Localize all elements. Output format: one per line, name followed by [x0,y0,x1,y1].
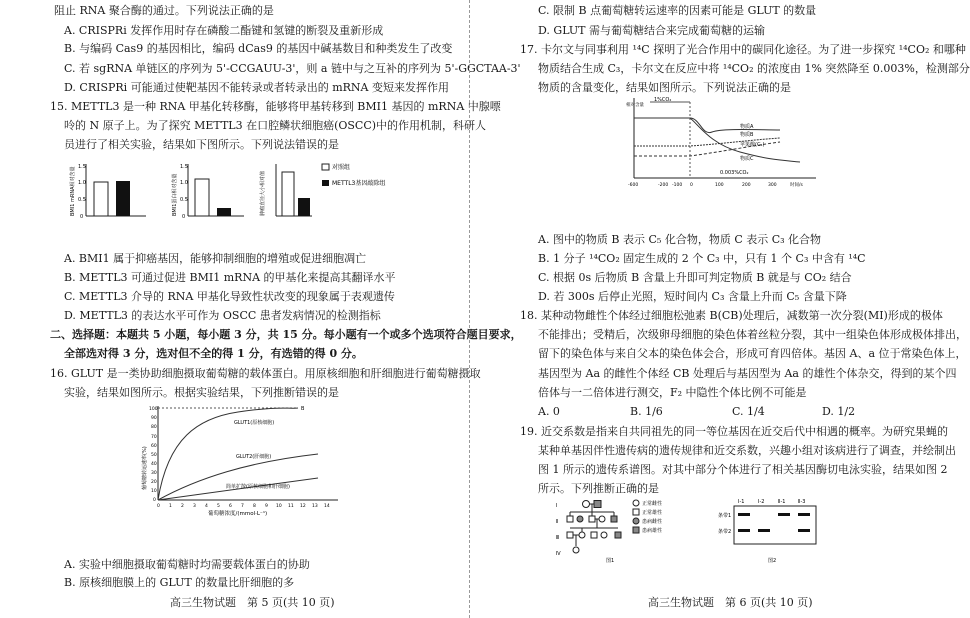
svg-text:11: 11 [288,504,294,509]
bar-knockout [217,208,231,216]
svg-text:Ⅰ: Ⅰ [556,503,558,509]
bar-chart-mrna [69,164,146,220]
q18-option-a: A. 0 [538,405,560,418]
svg-text:0: 0 [157,504,160,509]
svg-text:12: 12 [300,504,306,509]
svg-text:20: 20 [151,480,157,485]
q16-option-d: D. GLUT 需与葡萄糖结合来完成葡萄糖的运输 [538,24,766,37]
label-0003pct: 0.003%CO₂ [720,170,749,176]
text-line: 物质结合生成 C₃，卡尔文在反应中将 ¹⁴CO₂ 的浓度由 1% 突然降至 0.003%，检测部分 [538,62,970,75]
curve-glut2 [158,454,318,500]
question-15: 15. METTL3 是一种 RNA 甲基化转移酶，能够将甲基转移到 BMI1 基因的 mRNA 中腺嘌 [50,100,501,113]
tick: 0.5 [180,197,188,203]
svg-text:9: 9 [265,504,268,509]
bar-knockout [116,181,130,216]
option-c: C. 若 sgRNA 单链区的序列为 5'-CCGAUU-3'，则 a 链中与之互补的序列为 5'-GGCTAA-3' [64,62,521,75]
q15-bar-charts [64,158,394,224]
text-line: 员进行了相关实验，结果如下图所示。下列说法错误的是 [64,138,339,151]
text-line: 呤的 N 原子上。为了探究 METTL3 在口腔鳞状细胞癌(OSCC)中的作用机制，科研人 [64,119,487,132]
ylabel: 葡萄糖转运速率(%) [142,446,148,490]
q15-option-a: A. BMI1 属于抑癌基因，能够抑制细胞的增殖或促进细胞凋亡 [64,252,367,265]
left-column [20,0,522,618]
svg-text:100: 100 [149,407,158,412]
tick: 0 [80,214,84,220]
q18-option-c: C. 1/4 [732,405,765,418]
svg-text:13: 13 [312,504,318,509]
point-b: B [301,406,305,412]
text-line: 不能排出；受精后，次级卵母细胞的染色体着丝粒分裂，其中一组染色体形成极体排出， [538,328,967,341]
ylabel: 相对含量 [626,103,644,108]
legend-affected-female: 患病雌性 [642,519,663,525]
tick: 0 [182,214,186,220]
svg-text:Ⅱ: Ⅱ [556,519,559,525]
bar-chart-tumor [259,164,312,216]
text-line: 倍体与一二倍体进行测交，F₂ 中隐性个体比例不可能是 [538,386,807,399]
band-1-label: 条带1 [718,513,732,519]
svg-text:Ⅳ: Ⅳ [556,551,561,557]
svg-text:5: 5 [217,504,220,509]
pedigree-figure-1 [556,498,676,564]
xlabel: 葡萄糖浓度/(mmol·L⁻¹) [208,511,268,517]
fig1-caption: 图1 [606,558,615,564]
text-line: 阻止 RNA 聚合酶的通过。下列说法正确的是 [54,4,274,17]
text-line: 基因型为 Aa 的雌性个体经 CB 处理后与基因型为 Aa 的雄性个体杂交，得到的某个四 [538,367,957,380]
svg-text:Ⅲ: Ⅲ [556,535,560,541]
svg-text:2: 2 [181,504,184,509]
svg-text:300: 300 [768,183,777,188]
question-19: 19. 近交系数是指来自共同祖先的同一等位基因在近交后代中相遇的概率。为研究果蝇的 [520,425,948,438]
question-16: 16. GLUT 是一类协助细胞摄取葡萄糖的载体蛋白。用原核细胞和肝细胞进行葡萄糖摄取 [50,367,481,380]
page-footer-right: 高三生物试题 第 6 页(共 10 页) [648,596,813,609]
svg-text:60: 60 [151,444,157,449]
svg-text:Ⅱ-3: Ⅱ-3 [798,499,806,505]
svg-text:4: 4 [205,504,208,509]
svg-text:-100: -100 [672,183,683,188]
text-line: 图 1 所示的遗传系谱图。对其中部分个体进行了相关基因酶切电泳实验，结果如图 2 [538,463,948,476]
q17-line-chart [620,96,820,192]
ylabel: BMI1 mRNA相对含量 [70,166,76,216]
svg-text:200: 200 [742,183,751,188]
option-a: A. CRISPRi 发挥作用时存在磷酸二酯键和氢键的断裂及重新形成 [64,24,384,37]
svg-text:8: 8 [253,504,256,509]
text-line: 留下的染色体与来自父本的染色体会合，形成可育四倍体。基因 A、a 位于常染色体上， [538,347,967,360]
svg-text:40: 40 [151,462,157,467]
text-line: 物质的含量变化，结果如图所示。下列说法正确的是 [538,81,791,94]
ylabel: BMI1蛋白相对含量 [172,173,178,216]
q17-option-d: D. 若 300s 后停止光照，短时间内 C₃ 含量上升而 C₅ 含量下降 [538,290,847,303]
svg-text:0: 0 [153,498,156,503]
svg-text:14: 14 [324,504,330,509]
tick: 1.5 [180,164,188,170]
bar-control [282,172,294,216]
q17-option-c: C. 根据 0s 后物质 B 含量上升即可判定物质 B 就是与 CO₂ 结合 [538,271,852,284]
tick: 1.5 [78,164,86,170]
q16-option-c: C. 限制 B 点葡萄糖转运速率的因素可能是 GLUT 的数量 [538,4,817,17]
q15-option-b: B. METTL3 可通过促进 BMI1 mRNA 的甲基化来提高其翻译水平 [64,271,396,284]
svg-text:Ⅰ-1: Ⅰ-1 [738,499,745,505]
generation-labels [556,503,561,557]
label-glut1: GLUT1(原核细胞) [234,420,275,426]
line-a [634,118,780,133]
y-ticks [149,406,158,503]
legend-a: 物质A [740,124,754,130]
label-diffusion: 简单扩散(原核细胞和肝细胞) [226,484,290,490]
x-ticks [628,181,804,188]
svg-text:10: 10 [276,504,282,509]
section-heading: 二、选择题：本题共 5 小题，每小题 3 分，共 15 分。每小题有一个或多个选项符合题目要求， [50,328,522,341]
q16-option-a: A. 实验中细胞摄取葡萄糖时均需要载体蛋白的协助 [64,558,310,571]
bar-chart-protein [171,164,244,220]
svg-text:-600: -600 [628,183,639,188]
q17-option-b: B. 1 分子 ¹⁴CO₂ 固定生成的 2 个 C₃ 中，只有 1 个 C₃ 中含有 ¹⁴C [538,252,866,265]
legend-malate: 苹果酸(C₄) [740,142,765,148]
tick: 1.0 [180,180,188,186]
fig2-caption: 图2 [768,558,777,564]
text-line: 实验，结果如图所示。根据实验结果，下列推断错误的是 [64,386,339,399]
question-18: 18. 某种动物雌性个体经过细胞松弛素 B(CB)处理后，减数第一次分裂(MⅠ)形成的极体 [520,309,943,322]
q15-option-c: C. METTL3 介导的 RNA 甲基化导致性状改变的现象属于表观遗传 [64,290,395,303]
legend-control: 对照组 [332,164,351,171]
svg-text:100: 100 [715,183,724,188]
q18-option-b: B. 1/6 [630,405,663,418]
legend-c: 物质C [740,156,754,162]
tick: 0.5 [78,197,86,203]
svg-text:时间/s: 时间/s [790,183,803,188]
line-c [634,118,800,162]
svg-text:50: 50 [151,453,157,458]
option-d: D. CRISPRi 可能通过使靶基因不能转录或者转录出的 mRNA 变短来发挥作用 [64,81,449,94]
question-17: 17. 卡尔文与同事利用 ¹⁴C 探明了光合作用中的碳同化途径。为了进一步探究 ¹⁴CO₂ 和哪种 [520,43,966,56]
legend-b: 物质B [740,132,754,138]
q16-curve-chart [138,398,358,518]
svg-text:10: 10 [151,489,157,494]
legend-affected-male: 患病雄性 [642,528,663,534]
svg-text:70: 70 [151,435,157,440]
label-glut2: GLUT2(肝细胞) [236,454,272,460]
svg-text:7: 7 [241,504,244,509]
page-footer-left: 高三生物试题 第 5 页(共 10 页) [170,596,335,609]
svg-text:80: 80 [151,425,157,430]
bar-control [94,182,108,216]
legend-normal-male: 正常雄性 [642,510,663,516]
legend-swatch-control [322,164,329,170]
svg-text:6: 6 [229,504,232,509]
column-divider [469,0,471,618]
legend-normal-female: 正常雌性 [642,501,663,507]
bar-control [195,179,209,216]
right-column [482,0,970,618]
bar-knockout [298,198,310,216]
section-heading-cont: 全部选对得 3 分，选对但不全的得 1 分，有选错的得 0 分。 [64,347,363,360]
ylabel: 肿瘤直径大小相对值 [260,170,266,216]
svg-text:0: 0 [690,183,693,188]
svg-text:1: 1 [169,504,172,509]
svg-text:3: 3 [193,504,196,509]
svg-text:-200: -200 [658,183,669,188]
q18-option-d: D. 1/2 [822,405,856,418]
lane-labels [738,499,805,505]
label-1pct: 1%CO₂ [654,97,672,103]
svg-text:30: 30 [151,471,157,476]
legend-knockout: METTL3基因敲除组 [332,180,386,187]
svg-text:Ⅱ-1: Ⅱ-1 [778,499,786,505]
svg-text:90: 90 [151,416,157,421]
tick: 1.0 [78,180,86,186]
band-2-label: 条带2 [718,529,732,535]
q15-option-d: D. METTL3 的表达水平可作为 OSCC 患者发病情况的检测指标 [64,309,381,322]
svg-text:Ⅰ-2: Ⅰ-2 [758,499,765,505]
text-line: 所示。下列推断正确的是 [538,482,659,495]
option-b: B. 与编码 Cas9 的基因相比，编码 dCas9 的基因中碱基数目和种类发生了改变 [64,42,453,55]
q16-option-b: B. 原核细胞膜上的 GLUT 的数量比肝细胞的多 [64,576,295,589]
text-line: 某种单基因伴性遗传病的遗传规律和近交系数，兴趣小组对该病进行了调查，并绘制出 [538,444,956,457]
x-ticks [157,503,330,509]
legend-swatch-knockout [322,180,329,186]
electrophoresis-figure-2 [718,498,818,564]
q17-option-a: A. 图中的物质 B 表示 C₅ 化合物，物质 C 表示 C₃ 化合物 [538,233,822,246]
